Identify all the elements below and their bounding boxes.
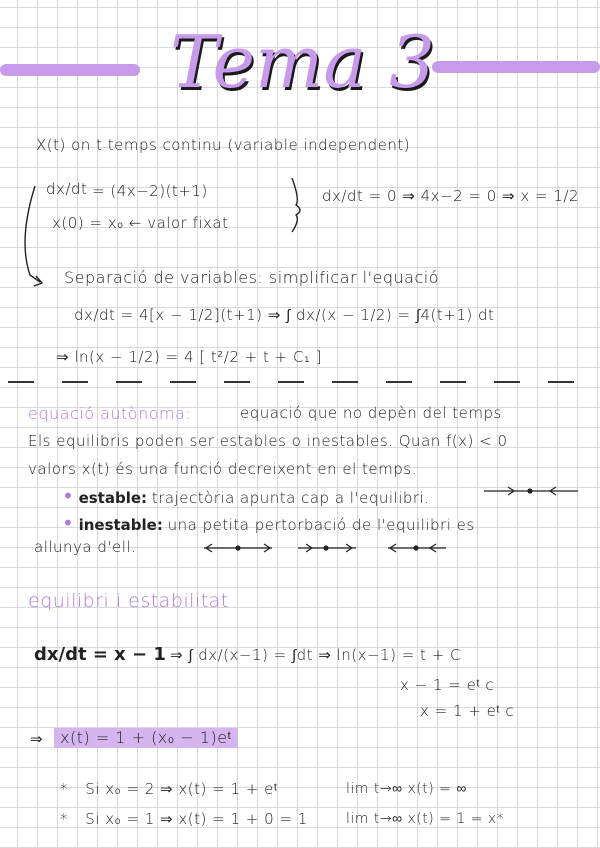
bullet-text: una petita pertorbació de l'equilibri es (167, 516, 475, 534)
case-text: Si x₀ = 1 ⇒ x(t) = 1 + 0 = 1 (85, 810, 308, 828)
autonomous-definition: equació que no depèn del temps (240, 404, 502, 422)
solution-highlight: x(t) = 1 + (x₀ − 1)eᵗ (54, 728, 238, 748)
page-title: Tema 3 (170, 20, 435, 104)
bullet-continuation: allunya d'ell. (34, 538, 137, 556)
case-limit-1: lim t→∞ x(t) = ∞ (346, 781, 467, 797)
bullet-stable (62, 484, 429, 508)
case-text: Si x₀ = 2 ⇒ x(t) = 1 + eᵗ (85, 780, 278, 798)
intro-line: X(t) on t temps continu (variable independent) (36, 136, 411, 154)
equilibrium-eq: dx/dt = x − 1 (34, 644, 166, 665)
bullet-dot: • (62, 511, 74, 535)
case-row-1 (60, 780, 278, 798)
section-heading-equilibrium: equilibri i estabilitat (28, 590, 229, 612)
solution-arrow: ⇒ (30, 730, 44, 748)
separation-step2: ⇒ ln(x − 1/2) = 4 [ t²/2 + t + C₁ ] (56, 348, 323, 366)
system-equilibrium: dx/dt = 0 ⇒ 4x−2 = 0 ⇒ x = 1/2 (322, 187, 580, 205)
bullet-unstable (62, 511, 475, 535)
case-marker: * (60, 810, 68, 828)
system-eq1: = (4x−2)(t+1) (92, 182, 208, 200)
system-lhs: dx/dt (46, 180, 88, 198)
equilibrium-line2: x − 1 = eᵗ c (400, 676, 495, 694)
title-bar-right (432, 61, 600, 73)
separation-heading: Separació de variables: simplificar l'equació (64, 268, 439, 287)
case-limit-2: lim t→∞ x(t) = 1 = x* (346, 811, 505, 827)
autonomous-term: equació autònoma: (28, 404, 192, 423)
separation-step1: dx/dt = 4[x − 1/2](t+1) ⇒ ∫ dx/(x − 1/2) = ∫4(t+1) dt (74, 306, 495, 324)
bullet-term: inestable: (78, 516, 163, 534)
case-marker: * (60, 780, 68, 798)
autonomous-line2: Els equilibris poden ser estables o inestables. Quan f(x) < 0 (28, 432, 508, 450)
autonomous-line3: valors x(t) és una funció decreixent en el temps. (28, 460, 417, 478)
equilibrium-integral: ⇒ ∫ dx/(x−1) = ∫dt ⇒ ln(x−1) = t + C (170, 646, 462, 664)
system-eq2: x(0) = x₀ ← valor fixat (52, 214, 229, 232)
bullet-term: estable: (78, 489, 148, 507)
equilibrium-line3: x = 1 + eᵗ c (420, 702, 515, 720)
bullet-text: trajectòria apunta cap a l'equilibri. (151, 489, 430, 507)
case-row-2 (60, 810, 308, 828)
title-bar-left (0, 64, 140, 76)
bullet-dot: • (62, 484, 74, 508)
